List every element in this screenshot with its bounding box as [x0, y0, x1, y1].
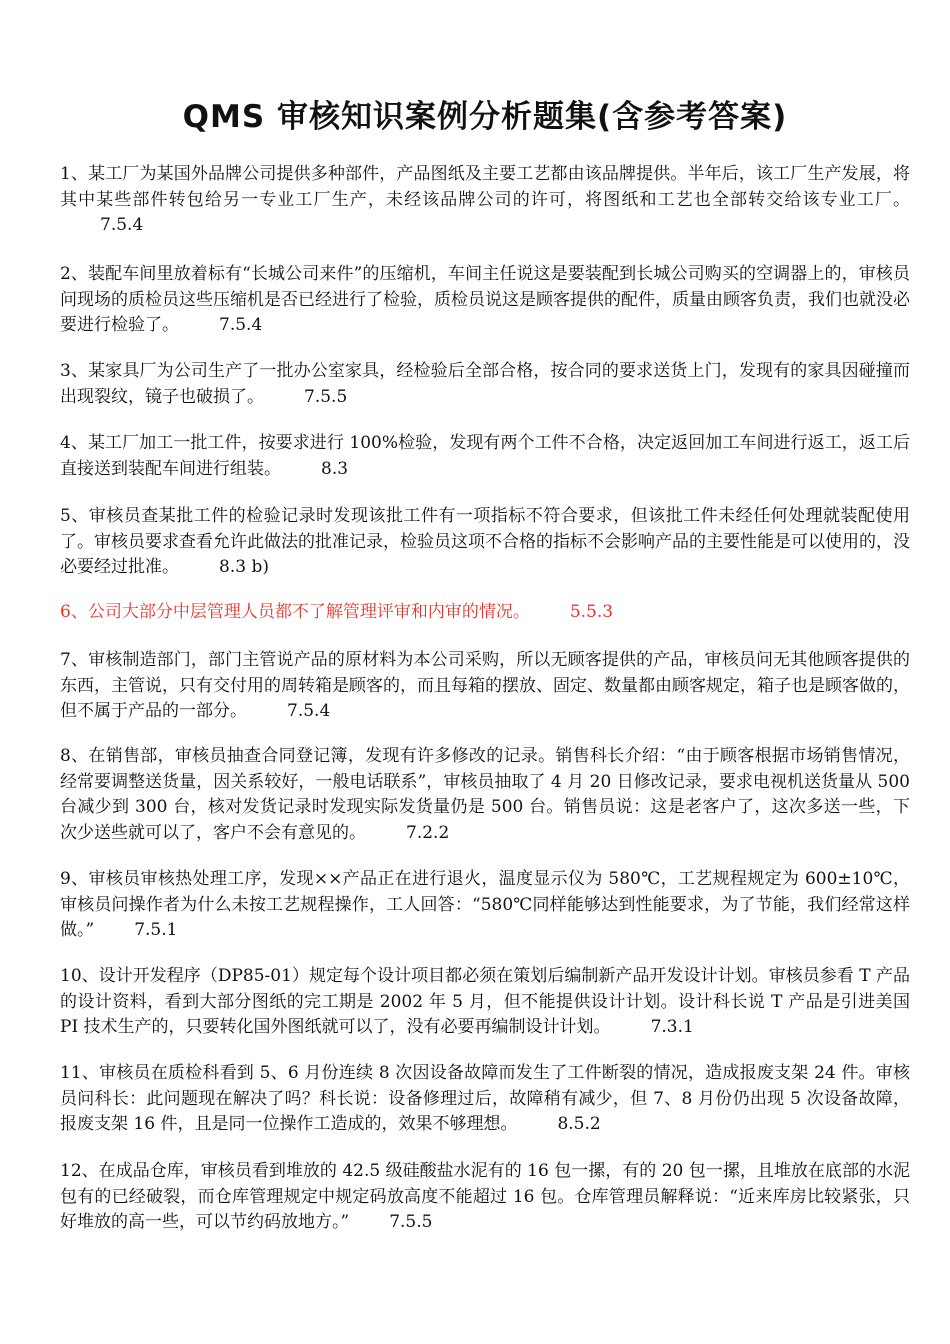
- question-item-12: [60, 1159, 910, 1236]
- question-item-8: [60, 744, 910, 846]
- question-item-11: [60, 1061, 910, 1138]
- question-text: 10、设计开发程序（DP85-01）规定每个设计项目都必须在策划后编制新产品开发设计计划。审核员参看 T 产品的设计资料，看到大部分图纸的完工期是 2002 年 5 月，但不能提供设计计划。设计科长说 T 产品是引进美国 PI 技术生产的，只要转化国外图纸就可以了，没有必要再编制设计计划。: [60, 966, 910, 1037]
- question-item-1: [60, 162, 910, 239]
- clause-reference: 7.5.4: [100, 215, 144, 235]
- question-text: 5、审核员查某批工件的检验记录时发现该批工件有一项指标不符合要求，但该批工件未经任何处理就装配使用了。审核员要求查看允许此做法的批准记录，检验员这项不合格的指标不会影响产品的主要性能是可以使用的，没必要经过批准。: [60, 506, 910, 577]
- question-item-3: [60, 359, 910, 410]
- question-item-2: [60, 262, 910, 339]
- clause-reference: 7.5.5: [389, 1212, 433, 1232]
- question-text: 1、某工厂为某国外品牌公司提供多种部件，产品图纸及主要工艺都由该品牌提供。半年后，该工厂生产发展，将其中某些部件转包给另一专业工厂生产，未经该品牌公司的许可，将图纸和工艺也全部转交给该专业工厂。: [60, 164, 910, 210]
- question-item-10: [60, 964, 910, 1041]
- clause-reference: 8.3 b): [219, 557, 269, 577]
- question-text: 7、审核制造部门，部门主管说产品的原材料为本公司采购，所以无顾客提供的产品，审核员问无其他顾客提供的东西，主管说，只有交付用的周转箱是顾客的，而且每箱的摆放、固定、数量都由顾客规定，箱子也是顾客做的，但不属于产品的一部分。: [60, 650, 910, 721]
- question-item-5: [60, 504, 910, 581]
- question-text: 8、在销售部，审核员抽查合同登记簿，发现有许多修改的记录。销售科长介绍：“由于顾客根据市场销售情况，经常要调整送货量，因关系较好，一般电话联系”，审核员抽取了 4 月 20 日修改记录，要求电视机送货量从 500 台减少到 300 台，核对发货记录时发现实际发货量仍是 500 台。销售员说：这是老客户了，这次多送一些，下次少送些就可以了，客户不会有意见的。: [60, 746, 910, 843]
- clause-reference: 8.3: [321, 458, 349, 479]
- clause-reference: 7.3.1: [650, 1017, 694, 1037]
- clause-reference: 7.5.4: [287, 701, 331, 721]
- clause-reference: 7.5.1: [134, 920, 178, 940]
- question-text: 9、审核员审核热处理工序，发现××产品正在进行退火，温度显示仪为 580℃，工艺规程规定为 600±10℃，审核员问操作者为什么未按工艺规程操作，工人回答：“580℃同样能够达到性能要求，为了节能，我们经常这样做。”: [60, 869, 910, 940]
- question-text: 6、公司大部分中层管理人员都不了解管理评审和内审的情况。: [60, 602, 530, 622]
- question-text: 11、审核员在质检科看到 5、6 月份连续 8 次因设备故障而发生了工件断裂的情况，造成报废支架 24 件。审核员问科长：此问题现在解决了吗？科长说：设备修理过后，故障稍有减少，但 7、8 月份仍出现 5 次设备故障，报废支架 16 件，且是同一位操作工造成的，效果不够理想。: [60, 1063, 910, 1134]
- question-text: 3、某家具厂为公司生产了一批办公室家具，经检验后全部合格，按合同的要求送货上门，发现有的家具因碰撞而出现裂纹，镜子也破损了。: [60, 361, 910, 407]
- question-text: 4、某工厂加工一批工件，按要求进行 100%检验，发现有两个工件不合格，决定返回加工车间进行返工，返工后直接送到装配车间进行组装。: [60, 433, 910, 479]
- question-item-6: [60, 600, 910, 626]
- clause-reference: 8.5.2: [557, 1114, 601, 1134]
- document-title: QMS 审核知识案例分析题集(含参考答案): [182, 99, 788, 135]
- clause-reference: 7.5.5: [304, 386, 348, 407]
- question-text: 2、装配车间里放着标有“长城公司来件”的压缩机，车间主任说这是要装配到长城公司购买的空调器上的，审核员问现场的质检员这些压缩机是否已经进行了检验，质检员说这是顾客提供的配件，质量由顾客负责，我们也就没必要进行检验了。: [60, 264, 910, 335]
- question-item-7: [60, 648, 910, 725]
- clause-reference: 5.5.3: [569, 602, 614, 622]
- question-item-9: [60, 867, 910, 944]
- question-text: 12、在成品仓库，审核员看到堆放的 42.5 级硅酸盐水泥有的 16 包一摞，有的 20 包一摞，且堆放在底部的水泥包有的已经破裂，而仓库管理规定中规定码放高度不能超过 16 包。仓库管理员解释说：“近来库房比较紧张，只好堆放的高一些，可以节约码放地方。”: [60, 1161, 910, 1232]
- question-item-4: [60, 431, 910, 482]
- clause-reference: 7.5.4: [219, 315, 263, 335]
- clause-reference: 7.2.2: [406, 822, 450, 843]
